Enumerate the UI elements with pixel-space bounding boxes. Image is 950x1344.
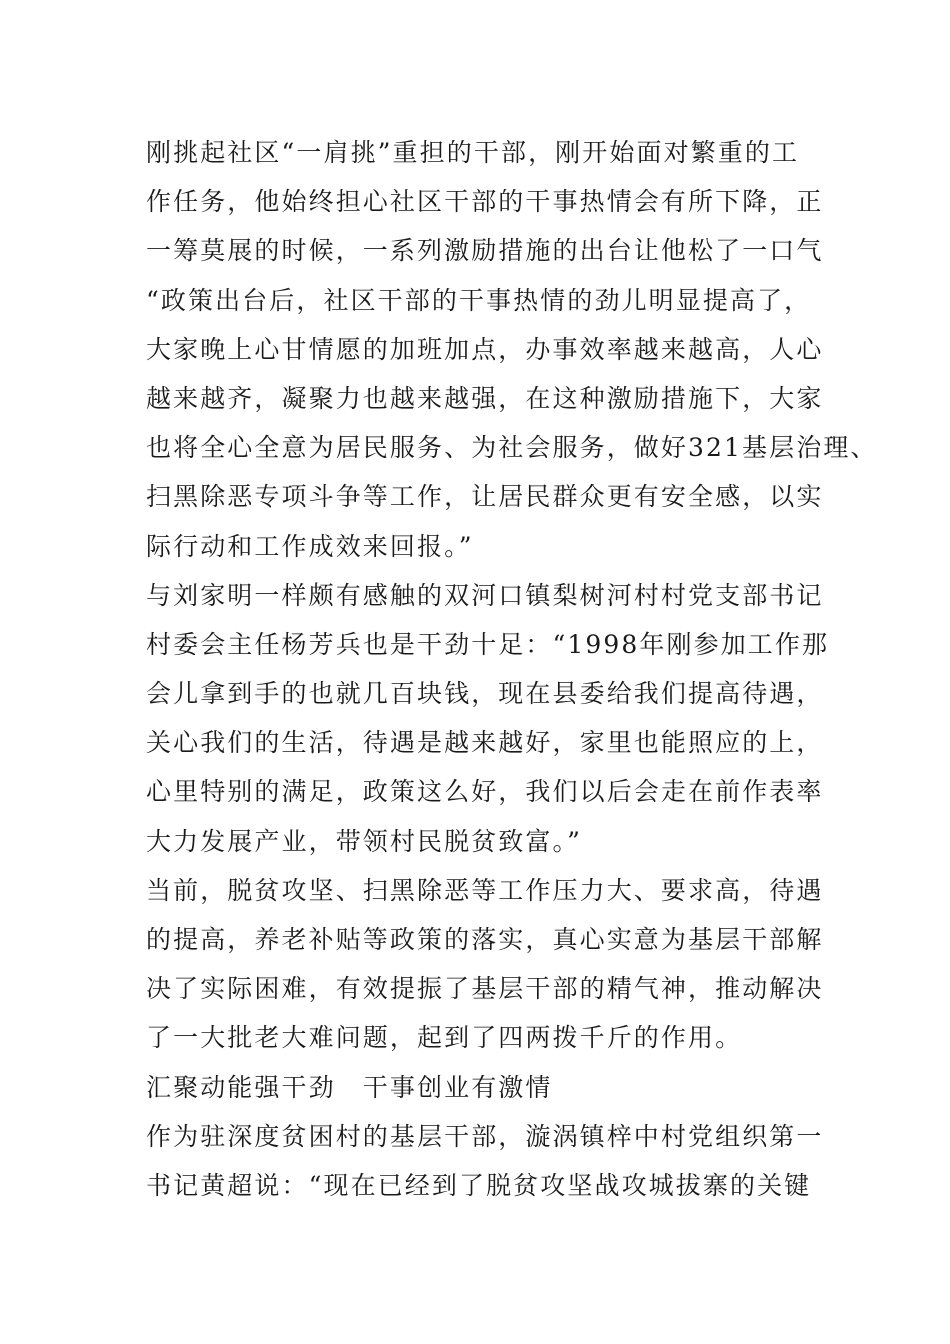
text-line: 一筹莫展的时候，一系列激励措施的出台让他松了一口气 (146, 236, 824, 266)
text-line: 刚挑起社区“一肩挑”重担的干部，刚开始面对繁重的工 (146, 138, 800, 167)
text-line: 当前，脱贫攻坚、扫黑除恶等工作压力大、要求高，待遇 (146, 875, 824, 905)
text-line: 决了实际困难，有效提振了基层干部的精气神，推动解决 (146, 974, 824, 1004)
text-line: 关心我们的生活，待遇是越来越好，家里也能照应的上， (146, 728, 824, 758)
text-line: 大力发展产业，带领村民脱贫致富。” (146, 826, 582, 856)
text-line: 书记黄超说：“现在已经到了脱贫攻坚战攻城拔寨的关键 (146, 1170, 812, 1200)
section-heading: 汇聚动能强干劲 干事创业有激情 (146, 1072, 553, 1102)
text-line: 会儿拿到手的也就几百块钱，现在县委给我们提高待遇， (146, 679, 824, 709)
text-line: 扫黑除恶专项斗争等工作，让居民群众更有安全感，以实 (146, 482, 824, 512)
text-line: 作任务，他始终担心社区干部的干事热情会有所下降，正 (146, 187, 824, 217)
text-line: 越来越齐，凝聚力也越来越强，在这种激励措施下，大家 (146, 383, 824, 413)
text-line: 心里特别的满足，政策这么好，我们以后会走在前作表率 (146, 777, 824, 807)
text-line: 大家晚上心甘情愿的加班加点，办事效率越来越高，人心 (146, 334, 824, 364)
text-line: 的提高，养老补贴等政策的落实，真心实意为基层干部解 (146, 925, 824, 954)
text-line: 村委会主任杨芳兵也是干劲十足：“1998年刚参加工作那 (146, 629, 830, 659)
text-line: 际行动和工作成效来回报。” (146, 531, 474, 561)
text-line: 作为驻深度贫困村的基层干部，漩涡镇梓中村党组织第一 (146, 1121, 824, 1151)
text-line: 与刘家明一样颇有感触的双河口镇梨树河村村党支部书记 (146, 580, 824, 610)
text-line: 也将全心全意为居民服务、为社会服务，做好321基层治理、 (146, 433, 878, 463)
text-line: 了一大批老大难问题，起到了四两拨千斤的作用。 (146, 1023, 743, 1053)
text-line: “政策出台后，社区干部的干事热情的劲儿明显提高了， (146, 285, 812, 315)
body-text (146, 128, 878, 1210)
